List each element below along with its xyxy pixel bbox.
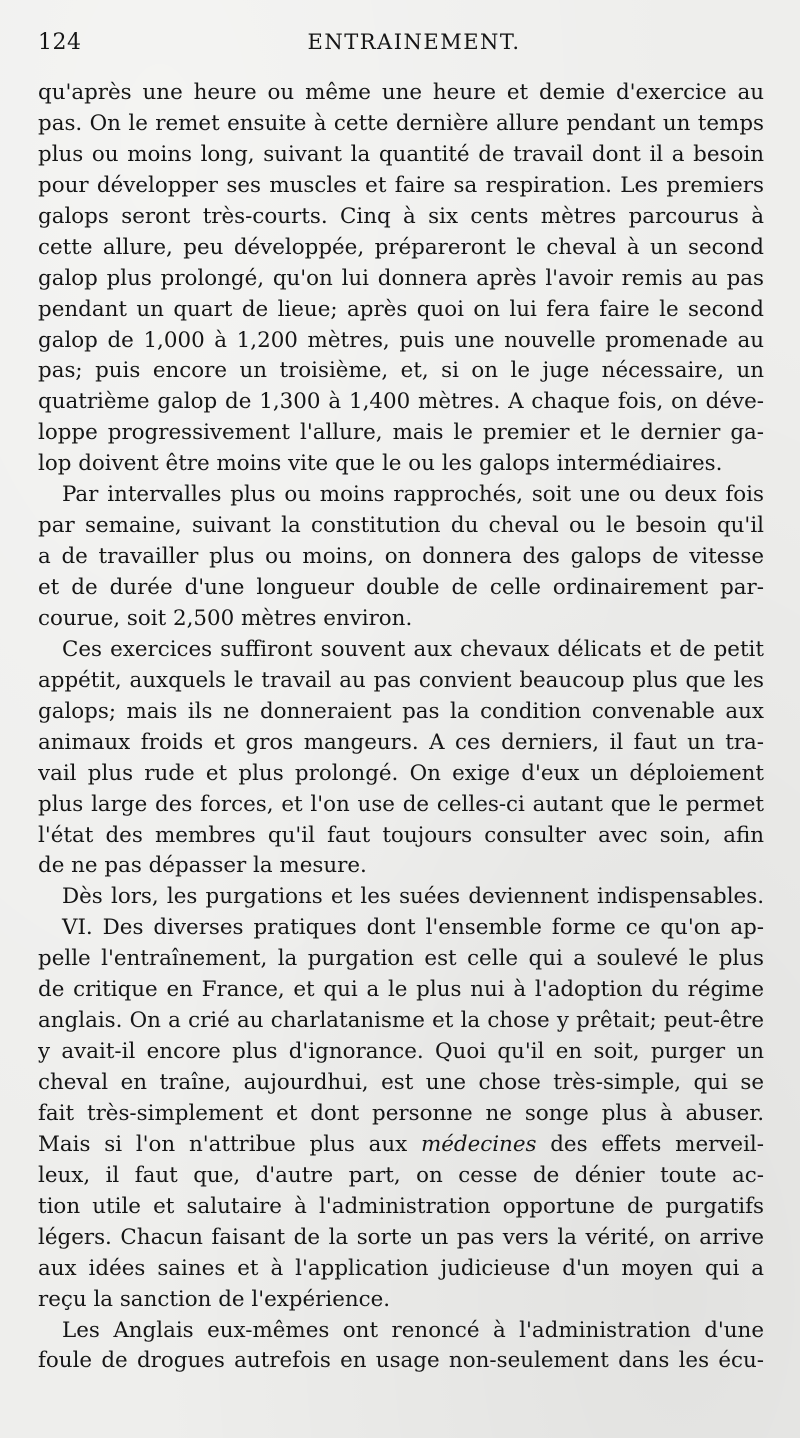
text-line: cette allure, peu développée, prépareront le cheval à un second — [38, 234, 764, 260]
section-line: VI. Des diverses pratiques dont l'ensemble forme ce qu'on ap- — [62, 915, 764, 941]
text-line: a de travailler plus ou moins, on donnera des galops de vitesse — [38, 544, 764, 570]
text-line: galop plus prolongé, qu'on lui donnera après l'avoir remis au pas — [38, 265, 764, 291]
text-line: l'état des membres qu'il faut toujours consulter avec soin, afin — [38, 822, 764, 848]
text-line: appétit, auxquels le travail au pas convient beaucoup plus que les — [38, 667, 764, 693]
text-line: leux, il faut que, d'autre part, on cesse de dénier toute ac- — [38, 1162, 764, 1188]
text-line: pas. On le remet ensuite à cette dernière allure pendant un temps — [38, 110, 764, 136]
text-line: cheval en traîne, aujourdhui, est une chose très-simple, qui se — [38, 1070, 764, 1095]
text-line: plus ou moins long, suivant la quantité de travail dont il a besoin — [38, 141, 764, 167]
text-line: pas; puis encore un troisième, et, si on le juge nécessaire, un — [38, 358, 764, 384]
text-line: pelle l'entraînement, la purgation est celle qui a soulevé le plus — [38, 946, 764, 972]
text-segment: Mais si l'on n'attribue plus aux — [38, 1131, 421, 1157]
text-line: et de durée d'une longueur double de celle ordinairement par- — [38, 575, 764, 600]
text-line: Ces exercices suffiront souvent aux chevaux délicats et de petit — [62, 636, 764, 662]
text-line: Les Anglais eux-mêmes ont renoncé à l'administration d'une — [62, 1317, 764, 1343]
body-text — [38, 78, 764, 1377]
text-line: Dès lors, les purgations et les suées deviennent indispensables. — [62, 884, 764, 910]
text-line-with-italic — [38, 1130, 764, 1161]
text-line: foule de drogues autrefois en usage non-seulement dans les écu- — [38, 1348, 764, 1374]
text-line: y avait-il encore plus d'ignorance. Quoi qu'il en soit, purger un — [38, 1039, 764, 1065]
text-line: galops; mais ils ne donneraient pas la condition convenable aux — [38, 698, 764, 724]
text-line: animaux froids et gros mangeurs. A ces derniers, il faut un tra- — [38, 729, 764, 755]
italic-term: médecines — [420, 1131, 537, 1157]
text-line: légers. Chacun faisant de la sorte un pas vers la vérité, on arrive — [38, 1224, 764, 1250]
text-line: aux idées saines et à l'application judicieuse d'un moyen qui a — [38, 1255, 764, 1281]
text-line: lop doivent être moins vite que le ou les galops intermédiaires. — [38, 451, 723, 477]
text-line: quatrième galop de 1,300 à 1,400 mètres. A chaque fois, on déve- — [38, 389, 764, 415]
page-number: 124 — [38, 30, 82, 55]
text-line: reçu la sanction de l'expérience. — [38, 1286, 391, 1312]
text-line: vail plus rude et plus prolongé. On exige d'eux un déploiement — [38, 760, 764, 786]
text-line: courue, soit 2,500 mètres environ. — [38, 605, 413, 631]
text-segment: des effets merveil- — [536, 1131, 764, 1157]
text-line: tion utile et salutaire à l'administration opportune de purgatifs — [38, 1193, 764, 1219]
text-line: fait très-simplement et dont personne ne songe plus à abuser. — [38, 1100, 764, 1126]
page-header — [38, 30, 760, 62]
text-line: Par intervalles plus ou moins rapprochés, soit une ou deux fois — [62, 482, 764, 508]
text-line: loppe progressivement l'allure, mais le premier et le dernier ga- — [38, 420, 764, 446]
text-line: pendant un quart de lieue; après quoi on lui fera faire le second — [38, 296, 764, 322]
text-line: galops seront très-courts. Cinq à six cents mètres parcourus à — [38, 203, 764, 229]
running-title: ENTRAINEMENT. — [307, 30, 521, 54]
text-line: galop de 1,000 à 1,200 mètres, puis une nouvelle promenade au — [38, 327, 764, 353]
text-line: de ne pas dépasser la mesure. — [38, 853, 367, 879]
text-line: pour développer ses muscles et faire sa respiration. Les premiers — [38, 172, 764, 198]
text-line: anglais. On a crié au charlatanisme et la chose y prêtait; peut-être — [38, 1008, 764, 1034]
text-line: de critique en France, et qui a le plus nui à l'adoption du régime — [38, 977, 764, 1003]
text-line: par semaine, suivant la constitution du cheval ou le besoin qu'il — [38, 513, 764, 539]
text-line: plus large des forces, et l'on use de celles-ci autant que le permet — [38, 791, 764, 817]
text-line: qu'après une heure ou même une heure et demie d'exercice au — [38, 80, 764, 105]
